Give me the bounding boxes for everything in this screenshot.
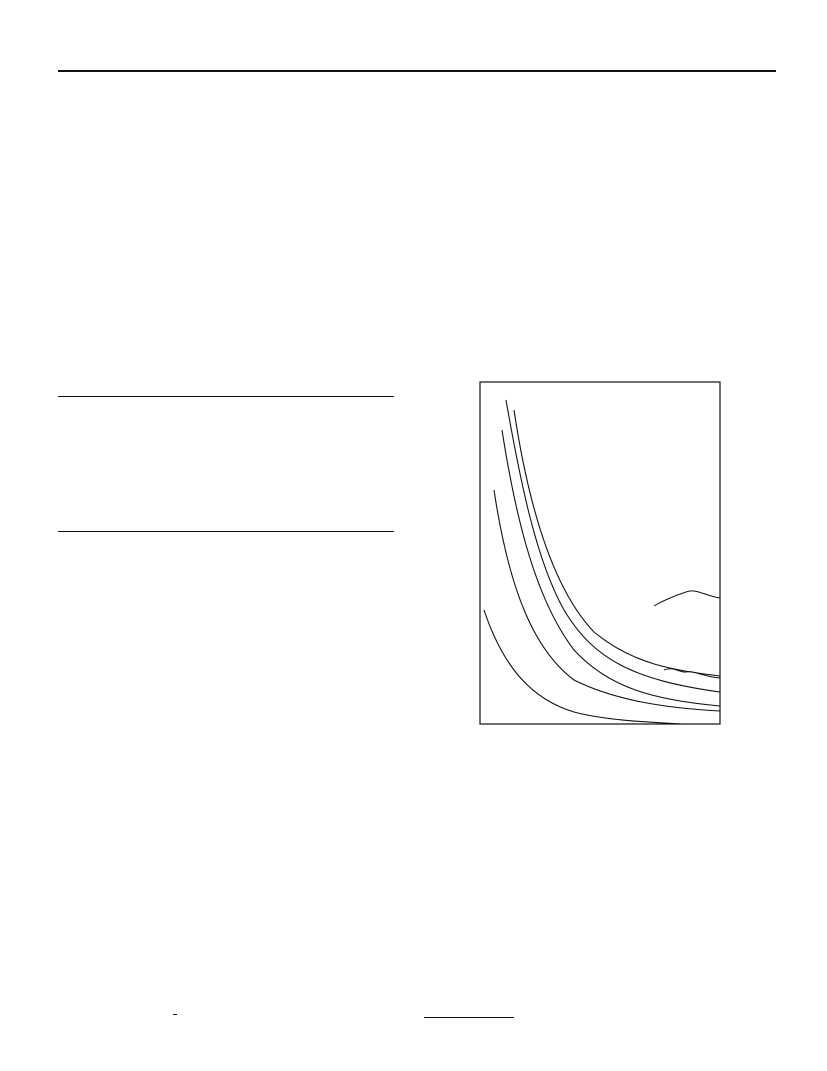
curve-d-peaks: [664, 669, 720, 678]
table2: [58, 396, 394, 401]
curve-b: [494, 490, 720, 711]
footnote-rule: [424, 1017, 514, 1018]
curve-d: [514, 410, 720, 676]
curve-peak-top: [654, 591, 720, 606]
eq-fraction-numerator: [173, 1014, 177, 1015]
running-header: [58, 12, 68, 27]
table3: [58, 531, 394, 536]
table1: [58, 70, 776, 76]
curve-c: [506, 400, 720, 692]
equation-10a: [170, 1008, 180, 1020]
curve-a: [484, 610, 682, 724]
figure6-chart: [424, 370, 776, 800]
curve-e-upper: [502, 430, 720, 706]
